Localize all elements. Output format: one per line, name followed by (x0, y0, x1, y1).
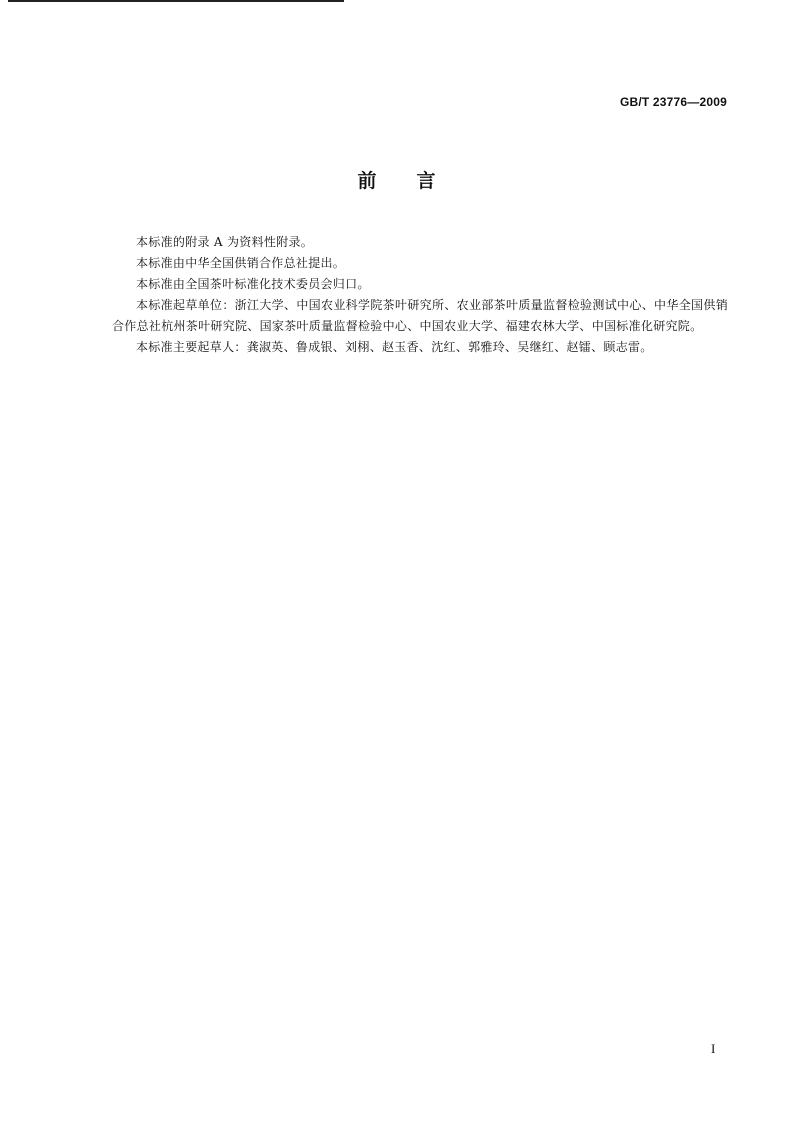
paragraph-centralized: 本标准由全国茶叶标准化技术委员会归口。 (136, 277, 370, 291)
standard-number: GB/T 23776—2009 (619, 95, 727, 109)
paragraph-proposer: 本标准由中华全国供销合作总社提出。 (136, 256, 346, 270)
section-title: 前言 (357, 170, 476, 192)
paragraph-appendix: 本标准的附录 A 为资料性附录。 (136, 235, 314, 249)
foreword-body (112, 232, 728, 358)
top-border-line (8, 0, 344, 2)
paragraph-drafters: 本标准主要起草人：龚淑英、鲁成银、刘栩、赵玉香、沈红、郭雅玲、吴继红、赵镭、顾志雷。 (136, 340, 653, 354)
paragraph-drafting-units: 本标准起草单位：浙江大学、中国农业科学院茶叶研究所、农业部茶叶质量监督检验测试中心、中华全国供销合作总社杭州茶叶研究院、国家茶叶质量监督检验中心、中国农业大学、福建农林大学、中国标准化研究院。 (112, 298, 728, 333)
page-number: I (711, 1041, 716, 1056)
